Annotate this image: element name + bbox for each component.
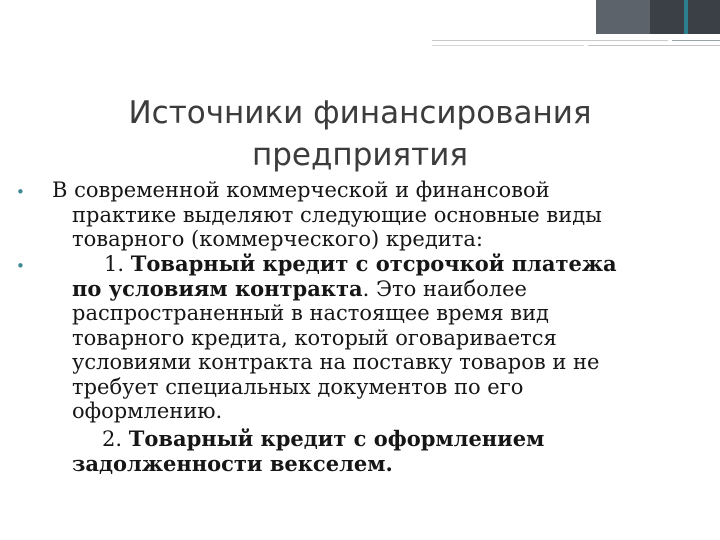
text-line: требует специальных документов по его [72, 374, 524, 399]
bullet-icon: • [16, 257, 25, 275]
decorative-rule [672, 40, 720, 41]
decorative-rule [588, 45, 720, 46]
item-number: 1. [104, 252, 125, 276]
text-line [72, 452, 712, 477]
text-line: товарного (коммерческого) кредита: [72, 227, 483, 251]
slide-title [40, 92, 680, 176]
item-heading-part-2: задолженности векселем. [72, 450, 393, 476]
item-text: . Это наиболее [362, 276, 527, 301]
text-line: распространенный в настоящее время вид [72, 301, 549, 325]
bullet-paragraph-item-1 [72, 252, 712, 424]
title-line-2: предприятия [251, 137, 469, 173]
text-line: оформлению. [72, 399, 223, 423]
decorative-rule [432, 40, 668, 41]
text-line: условиями контракта на поставку товаров и не [72, 350, 600, 374]
corner-decoration-mid [596, 0, 650, 34]
paragraph-item-2 [72, 427, 712, 476]
text-line [104, 252, 712, 277]
text-line: практике выделяют следующие основные виды [72, 202, 602, 227]
bullet-icon: • [16, 183, 25, 201]
corner-decoration-accent [684, 0, 688, 34]
bullet-paragraph-intro [52, 178, 712, 252]
text-line [72, 277, 712, 302]
item-number: 2. [102, 427, 123, 451]
item-heading-part-2: по условиям контракта [72, 275, 363, 301]
title-line-1: Источники финансирования [128, 95, 592, 131]
item-heading-part-1: Товарный кредит с оформлением [128, 426, 545, 451]
item-heading-part-1: Товарный кредит с отсрочкой платежа [130, 251, 617, 276]
text-line: товарного кредита, который оговаривается [72, 325, 557, 350]
text-line [102, 427, 712, 452]
decorative-rule [432, 45, 584, 46]
text-line: В современной коммерческой и финансовой [52, 178, 550, 202]
